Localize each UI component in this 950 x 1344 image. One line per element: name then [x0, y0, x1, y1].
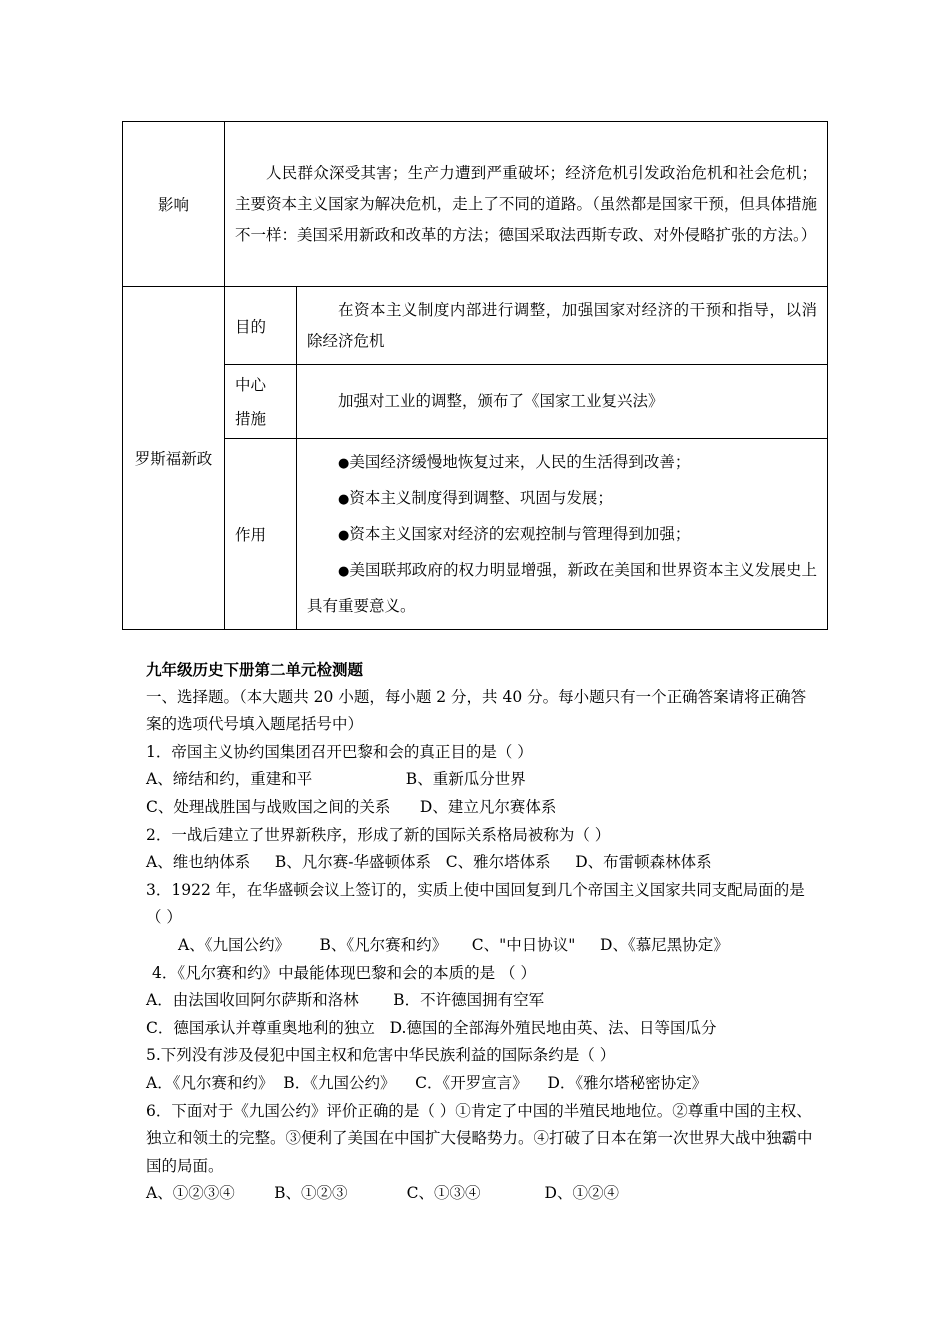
question-stem: 1．帝国主义协约国集团召开巴黎和会的真正目的是（ ）: [146, 742, 533, 761]
exam-instructions: [146, 684, 816, 739]
effect-list: [297, 439, 828, 630]
effect-item: [307, 481, 817, 517]
bullet-icon: ●: [338, 564, 350, 579]
new-deal-label: 罗斯福新政: [123, 287, 225, 630]
question-5: [146, 1042, 816, 1097]
effect-row: [123, 439, 828, 630]
measure-label-line-2: 措施: [235, 409, 267, 428]
impact-label: 影响: [123, 122, 225, 287]
effect-item: [307, 445, 817, 481]
question-stem: 6．下面对于《九国公约》评价正确的是（ ）①肯定了中国的半殖民地地位。②尊重中国的主权、独立和领土的完整。③便利了美国在中国扩大侵略势力。④打破了日本在第一次世界大战中独霸中国的局面。: [146, 1101, 813, 1175]
purpose-label: 目的: [225, 287, 297, 365]
effect-item-text: 美国联邦政府的权力明显增强，新政在美国和世界资本主义发展史上具有重要意义。: [307, 561, 817, 615]
question-3: [146, 877, 816, 960]
question-stem: 4．《凡尔赛和约》中最能体现巴黎和会的本质的是 （ ）: [152, 963, 536, 982]
measure-text-body: 加强对工业的调整，颁布了《国家工业复兴法》: [338, 392, 664, 410]
question-option[interactable]: C、处理战胜国与战败国之间的关系 D、建立凡尔赛体系: [146, 797, 557, 816]
measure-label-line-1: 中心: [235, 375, 267, 394]
question-1: [146, 739, 816, 822]
question-6: [146, 1098, 816, 1208]
effect-item: [307, 517, 817, 553]
impact-text: 人民群众深受其害；生产力遭到严重破坏；经济危机引发政治危机和社会危机；主要资本主义国家为解决危机，走上了不同的道路。（虽然都是国家干预，但具体措施不一样：美国采用新政和改革的方法；德国采取法西斯专政、对外侵略扩张的方法。）: [225, 122, 828, 287]
measure-row: [123, 365, 828, 439]
question-option[interactable]: A、①②③④ B、①②③ C、①③④ D、①②④: [146, 1184, 619, 1203]
history-summary-table: [122, 121, 828, 630]
exam-title: 九年级历史下册第二单元检测题: [146, 660, 364, 679]
purpose-text-body: 在资本主义制度内部进行调整，加强国家对经济的干预和指导，以消除经济危机: [307, 300, 817, 350]
purpose-row: [123, 287, 828, 365]
question-stem-text: 3．1922 年，在华盛顿会议上签订的，实质上使中国回复到几个帝国主义国家共同支配局面的是（ ）: [146, 880, 805, 927]
question-option[interactable]: A、缔结和约，重建和平 B、重新瓜分世界: [146, 770, 526, 789]
question-option[interactable]: A．由法国收回阿尔萨斯和洛林 B．不许德国拥有空军: [146, 991, 545, 1010]
exam-section: [146, 656, 816, 1208]
bullet-icon: ●: [338, 528, 350, 543]
question-option[interactable]: A、维也纳体系 B、凡尔赛-华盛顿体系 C、雅尔塔体系 D、布雷顿森林体系: [146, 853, 712, 872]
effect-item-text: 美国经济缓慢地恢复过来，人民的生活得到改善；: [349, 453, 691, 471]
question-option[interactable]: A．《凡尔赛和约》 B．《九国公约》 C．《开罗宣言》 D．《雅尔塔秘密协定》: [146, 1073, 708, 1092]
question-option[interactable]: A、《九国公约》 B、《凡尔赛和约》 C、"中日协议" D、《慕尼黑协定》: [178, 935, 729, 954]
effect-item-text: 资本主义制度得到调整、巩固与发展；: [349, 489, 613, 507]
effect-label: 作用: [225, 439, 297, 630]
question-option[interactable]: C．德国承认并尊重奥地利的独立 D.德国的全部海外殖民地由英、法、日等国瓜分: [146, 1018, 717, 1037]
question-stem: 2．一战后建立了世界新秩序，形成了新的国际关系格局被称为（ ）: [146, 825, 611, 844]
impact-row: [123, 122, 828, 287]
bullet-icon: ●: [338, 492, 350, 507]
question-stem: 5.下列没有涉及侵犯中国主权和危害中华民族利益的国际条约是（ ）: [146, 1046, 616, 1065]
measure-label: [225, 365, 297, 439]
purpose-text: [297, 287, 828, 365]
measure-text: [297, 365, 828, 439]
bullet-icon: ●: [338, 456, 350, 471]
exam-instructions-text: 一、选择题。（本大题共 20 小题，每小题 2 分，共 40 分。每小题只有一个正确答案请将正确答案的选项代号填入题尾括号中）: [146, 687, 807, 734]
question-2: [146, 822, 816, 877]
effect-item-text: 资本主义国家对经济的宏观控制与管理得到加强；: [349, 525, 691, 543]
question-4: [146, 960, 816, 1043]
effect-item: [307, 553, 817, 623]
question-stem: [122, 877, 816, 932]
